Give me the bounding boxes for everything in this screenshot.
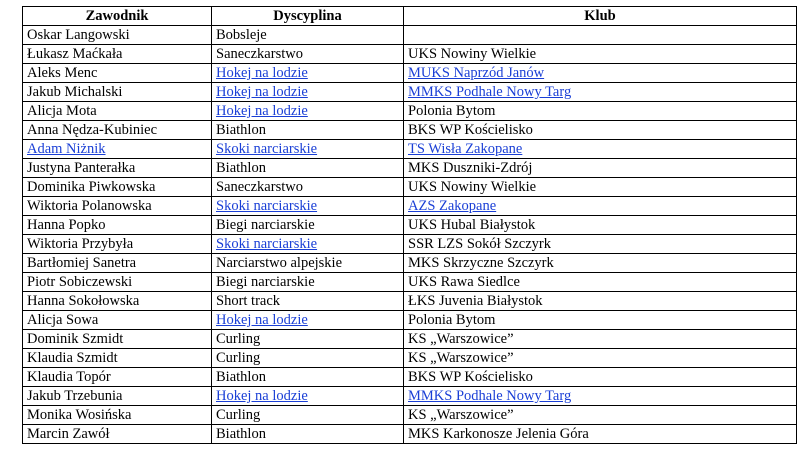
table-row [23,197,797,216]
cell-sport [212,216,404,235]
cell-name [23,330,212,349]
link-sport[interactable]: Hokej na lodzie [216,388,308,404]
text-club: MKS Duszniki-Zdrój [408,160,533,176]
text-club: KS „Warszowice” [408,350,514,366]
header-dyscyplina: Dyscyplina [212,7,404,26]
cell-name [23,121,212,140]
text-sport: Biathlon [216,160,266,176]
cell-name [23,406,212,425]
cell-sport [212,330,404,349]
cell-sport [212,387,404,406]
cell-name [23,235,212,254]
text-sport: Biathlon [216,426,266,442]
cell-name [23,216,212,235]
link-club[interactable]: MMKS Podhale Nowy Targ [408,388,572,404]
cell-sport [212,26,404,45]
text-sport: Short track [216,293,281,309]
text-club: UKS Nowiny Wielkie [408,46,537,62]
text-name: Dominik Szmidt [27,331,124,347]
text-name: Oskar Langowski [27,27,130,43]
table-row [23,330,797,349]
table-row [23,121,797,140]
text-club: BKS WP Kościelisko [408,122,533,138]
table-row [23,273,797,292]
link-name[interactable]: Adam Niżnik [27,141,106,157]
cell-sport [212,45,404,64]
cell-sport [212,102,404,121]
cell-club [404,102,797,121]
text-club: ŁKS Juvenia Białystok [408,293,543,309]
text-sport: Biegi narciarskie [216,274,315,290]
cell-name [23,159,212,178]
cell-club [404,330,797,349]
text-club: Polonia Bytom [408,312,496,328]
text-name: Hanna Popko [27,217,106,233]
text-club: KS „Warszowice” [408,331,514,347]
cell-sport [212,64,404,83]
link-sport[interactable]: Hokej na lodzie [216,103,308,119]
table-row [23,45,797,64]
cell-club [404,406,797,425]
text-sport: Saneczkarstwo [216,179,303,195]
cell-name [23,254,212,273]
text-name: Monika Wosińska [27,407,132,423]
cell-club [404,273,797,292]
cell-club [404,26,797,45]
cell-sport [212,178,404,197]
table-row [23,83,797,102]
cell-club [404,121,797,140]
cell-name [23,178,212,197]
cell-sport [212,159,404,178]
text-name: Anna Nędza-Kubiniec [27,122,158,138]
link-club[interactable]: MMKS Podhale Nowy Targ [408,84,572,100]
text-sport: Biegi narciarskie [216,217,315,233]
cell-club [404,83,797,102]
cell-name [23,140,212,159]
link-sport[interactable]: Skoki narciarskie [216,198,318,214]
cell-sport [212,140,404,159]
cell-club [404,387,797,406]
text-sport: Biathlon [216,122,266,138]
cell-club [404,140,797,159]
link-sport[interactable]: Skoki narciarskie [216,141,318,157]
cell-sport [212,292,404,311]
cell-club [404,425,797,444]
link-club[interactable]: TS Wisła Zakopane [408,141,523,157]
cell-sport [212,311,404,330]
cell-sport [212,235,404,254]
table-body [23,26,797,444]
text-club: MKS Karkonosze Jelenia Góra [408,426,589,442]
cell-name [23,387,212,406]
table-row [23,406,797,425]
cell-name [23,102,212,121]
text-name: Łukasz Maćkała [27,46,123,62]
link-sport[interactable]: Skoki narciarskie [216,236,318,252]
cell-club [404,254,797,273]
cell-name [23,425,212,444]
text-club: UKS Rawa Siedlce [408,274,520,290]
header-zawodnik: Zawodnik [23,7,212,26]
table-row [23,254,797,273]
table-row [23,178,797,197]
table-row [23,292,797,311]
cell-name [23,349,212,368]
cell-club [404,178,797,197]
cell-sport [212,273,404,292]
text-sport: Bobsleje [216,27,267,43]
header-klub: Klub [404,7,797,26]
text-name: Jakub Michalski [27,84,123,100]
table-row [23,235,797,254]
table-row [23,387,797,406]
table-row [23,368,797,387]
table-row [23,64,797,83]
cell-club [404,197,797,216]
text-club: UKS Nowiny Wielkie [408,179,537,195]
text-sport: Curling [216,331,261,347]
cell-sport [212,121,404,140]
text-sport: Curling [216,350,261,366]
cell-name [23,197,212,216]
text-sport: Curling [216,407,261,423]
cell-name [23,292,212,311]
cell-sport [212,368,404,387]
cell-club [404,368,797,387]
cell-sport [212,406,404,425]
text-name: Wiktoria Przybyła [27,236,134,252]
cell-name [23,45,212,64]
text-name: Alicja Sowa [27,312,99,328]
link-sport[interactable]: Hokej na lodzie [216,312,308,328]
table-row [23,26,797,45]
cell-name [23,311,212,330]
table-row [23,349,797,368]
text-club: MKS Skrzyczne Szczyrk [408,255,554,271]
cell-club [404,45,797,64]
table-row [23,216,797,235]
text-name: Hanna Sokołowska [27,293,140,309]
text-name: Justyna Panterałka [27,160,136,176]
cell-club [404,349,797,368]
athletes-table [22,6,797,444]
cell-club [404,311,797,330]
cell-name [23,26,212,45]
text-name: Wiktoria Polanowska [27,198,152,214]
cell-name [23,368,212,387]
text-club: KS „Warszowice” [408,407,514,423]
table-row [23,425,797,444]
link-sport[interactable]: Hokej na lodzie [216,65,308,81]
cell-sport [212,83,404,102]
table-row [23,159,797,178]
text-name: Jakub Trzebunia [27,388,123,404]
text-club: SSR LZS Sokół Szczyrk [408,236,551,252]
text-name: Klaudia Topór [27,369,111,385]
cell-sport [212,254,404,273]
cell-name [23,64,212,83]
link-sport[interactable]: Hokej na lodzie [216,84,308,100]
text-sport: Saneczkarstwo [216,46,303,62]
text-name: Dominika Piwkowska [27,179,156,195]
text-name: Klaudia Szmidt [27,350,118,366]
text-name: Alicja Mota [27,103,97,119]
link-club[interactable]: AZS Zakopane [408,198,497,214]
text-sport: Biathlon [216,369,266,385]
text-sport: Narciarstwo alpejskie [216,255,343,271]
cell-sport [212,349,404,368]
text-name: Aleks Menc [27,65,98,81]
table-row [23,311,797,330]
text-name: Piotr Sobiczewski [27,274,133,290]
cell-club [404,159,797,178]
text-club: Polonia Bytom [408,103,496,119]
cell-name [23,83,212,102]
text-club: BKS WP Kościelisko [408,369,533,385]
cell-name [23,273,212,292]
text-club: UKS Hubal Białystok [408,217,536,233]
text-name: Marcin Zawół [27,426,110,442]
table-row [23,102,797,121]
cell-sport [212,425,404,444]
cell-club [404,64,797,83]
header-row [23,7,797,26]
cell-sport [212,197,404,216]
cell-club [404,292,797,311]
cell-club [404,235,797,254]
text-name: Bartłomiej Sanetra [27,255,137,271]
cell-club [404,216,797,235]
link-club[interactable]: MUKS Naprzód Janów [408,65,545,81]
table-row [23,140,797,159]
